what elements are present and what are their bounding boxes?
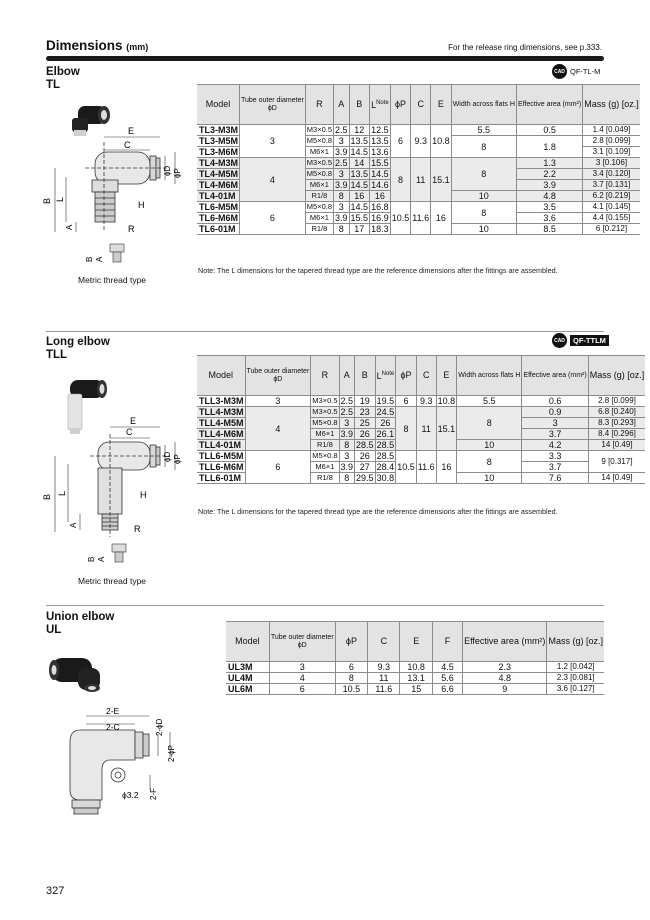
dim-a: A [69,522,78,528]
col-b: B [355,356,376,396]
dim-l: L [55,196,65,202]
section-divider [46,331,604,332]
long-elbow-drawing [40,372,200,572]
table-row: TLL4-M3M [199,407,244,417]
col-p: ϕP [335,622,368,662]
dim-phi-d: ϕD [163,165,172,176]
union-elbow-spec-table: Model Tube outer diameter ϕD ϕP C E F Effective area (mm²) Mass (g) [oz.] UL3M 3 6 9.3 10.8 4.5 2.3 1.2 [0.042] UL4M 4 8 11 13.1 5.6 4.8 2.3 [0.081] UL6M 6 10.5 11.6 15 6.6 9 3.6 [0.127] [226,621,604,695]
dim-a: A [65,224,74,230]
dim-r: R [134,524,141,534]
col-e: E [431,85,452,125]
col-e: E [400,622,433,662]
dim-phi-p: ϕP [173,168,182,178]
col-area: Effective area (mm²) [516,85,582,125]
metric-thread-inset [112,544,126,562]
dim-2c: 2-C [106,722,120,732]
col-r: R [305,85,333,125]
col-h: Width across flats H [457,356,522,396]
col-l: $L^{Note}$ [370,85,391,125]
col-c: C [411,85,431,125]
table-row: TLL4-M5M [199,418,244,428]
dim-h: H [138,200,145,210]
elbow-table-note: Note: The L dimensions for the tapered thread type are the reference dimensions after the fittings are assembled. [198,266,558,275]
table-row: TL6-M6M [199,213,238,223]
union-elbow-drawing [40,650,200,835]
table-row: TLL4-01M [197,440,245,451]
table-row: TL3-M3M [199,125,238,135]
dim-r: R [128,224,135,234]
col-tube: Tube outer diameter ϕD [240,85,306,125]
cad-link-elbow[interactable]: CAD QF-TL-M [552,64,600,79]
col-a: A [334,85,350,125]
col-area: Effective area (mm²) [463,622,547,662]
inset-b: B [87,556,96,562]
section-divider [46,605,604,606]
col-tube: Tube outer diameter ϕD [269,622,335,662]
dim-c: C [124,140,131,150]
inset-a: A [95,256,104,262]
table-row: TLL3-M3M [199,396,244,406]
table-row: TLL6-M6M [199,462,244,472]
col-b: B [349,85,370,125]
dim-2phi-p: 2-ϕP [167,745,176,762]
dim-2phi-d: 2-ϕD [155,718,164,736]
col-f: F [432,622,462,662]
col-c: C [368,622,400,662]
col-tube: Tube outer diameter ϕD [245,356,311,396]
table-row: TL4-M3M [199,158,238,168]
inset-b: B [85,256,94,262]
col-p: ϕP [396,356,417,396]
col-r: R [311,356,339,396]
union-elbow-section-title: Union elbow UL [46,611,115,636]
cad-link-long-elbow[interactable]: CAD QF-TTLM [552,333,609,348]
dim-b: B [42,493,52,500]
union-elbow-outline [70,730,149,814]
dim-phi-32: ϕ3.2 [122,790,139,800]
col-mass: Mass (g) [oz.] [547,622,604,662]
dim-b: B [42,197,52,204]
table-row: UL3M [226,662,269,673]
long-elbow-spec-table: Model Tube outer diameter ϕD R A B $L^{Note}$ ϕP C E Width across flats H Effective area (mm²) Mass (g) [oz.] TLL3-M3M 3 M3×0.5 2.5 19 19.5 6 9.3 10.8 5.5 0.6 2.8 [0.099] TLL4-M3M 4 M3×0.5 2.5 23 24.5 8 11 15.1 8 0.9 6.8 [0.240] TLL4-M5M M5×0.8 3 25 26 3 8.3 [0.293] TLL4-M6M M6×1 3.9 26 26.1 3.7 8.4 [0.296] TLL4-01M R1/8 8 28.5 28.5 10 4.2 14 [0.49] TLL6-M5M 6 M5×0.8 3 26 28.5 10.5 11.6 16 8 3.3 9 [0.317] TLL6-M6M M6×1 3.9 27 28.4 3.7 TLL6-01M R1/8 8 29.5 30.8 10 7.6 14 [0.49] [197,355,645,484]
table-row: TLL4-M6M [199,429,244,439]
table-row: UL6M [226,684,269,695]
dim-l: L [57,490,67,496]
metric-thread-inset [110,244,124,262]
table-row: TL6-M5M [199,202,238,212]
table-row: TLL6-01M [197,473,245,484]
table-row: TL4-M5M [199,169,238,179]
elbow-photo [72,106,110,136]
long-elbow-figure-caption: Metric thread type [78,576,147,586]
dim-e: E [130,416,137,426]
dim-phi-d: ϕD [163,451,172,462]
dim-h: H [140,490,147,500]
table-row: TL6-01M [197,224,240,235]
dim-e: E [128,126,135,136]
elbow-figure-caption: Metric thread type [78,275,147,285]
dim-phi-p: ϕP [173,454,182,464]
union-elbow-photo [49,658,100,692]
col-mass: Mass (g) [oz.] [583,85,640,125]
dim-2e: 2-E [106,706,120,716]
cad-icon: CAD [552,333,567,348]
col-c: C [416,356,436,396]
long-elbow-section-title: Long elbow TLL [46,336,110,361]
elbow-drawing [40,92,200,292]
col-p: ϕP [390,85,411,125]
dim-2f: 2-F [149,788,158,800]
table-row: TL4-M6M [199,180,238,190]
long-elbow-photo [68,380,107,434]
col-a: A [339,356,355,396]
cad-icon: CAD [552,64,567,79]
table-row: TLL6-M5M [199,451,244,461]
table-row: UL4M [226,673,269,684]
col-l: $L^{Note}$ [375,356,396,396]
elbow-spec-table: Model Tube outer diameter ϕD R A B $L^{Note}$ ϕP C E Width across flats H Effective area (mm²) Mass (g) [oz.] TL3-M3M 3 M3×0.5 2.5 12 12.5 6 9.3 10.8 5.5 0.5 1.4 [0.049] TL3-M5M M5×0.8 3 13.5 13.5 8 1.8 2.8 [0.099] TL3-M6M M6×1 3.9 14.5 13.6 3.1 [0.109] TL4-M3M 4 M3×0.5 2.5 14 15.5 8 11 15.1 8 1.3 3 [0.106] TL4-M5M M5×0.8 3 13.5 14.5 2.2 3.4 [0.120] TL4-M6M M6×1 3.9 14.5 14.6 3.9 3.7 [0.131] TL4-01M R1/8 8 16 16 10 4.8 6.2 [0.219] TL6-M5M 6 M5×0.8 3 14.5 16.8 10.5 11.6 16 8 3.5 4.1 [0.145] TL6-M6M M6×1 3.9 15.5 16.9 3.6 4.4 [0.155] TL6-01M R1/8 8 17 18.3 10 8.5 6 [0.212] [197,84,640,235]
long-elbow-table-note: Note: The L dimensions for the tapered thread type are the reference dimensions after the fittings are assembled. [198,507,558,516]
elbow-section-title: Elbow TL [46,66,80,91]
table-row: TL4-01M [197,191,240,202]
col-area: Effective area (mm²) [522,356,588,396]
release-ring-note: For the release ring dimensions, see p.333. [448,43,602,52]
header-rule [46,56,604,61]
elbow-outline [85,142,170,232]
dim-c: C [126,427,133,437]
col-mass: Mass (g) [oz.] [588,356,645,396]
page-title: Dimensions (mm) [46,38,149,53]
col-model: Model [226,622,269,662]
table-row: TL3-M5M [199,136,238,146]
col-model: Model [197,356,245,396]
page-number: 327 [46,885,65,897]
col-e: E [436,356,457,396]
long-elbow-outline [90,434,170,537]
table-row: TL3-M6M [199,147,238,157]
col-h: Width across flats H [451,85,516,125]
inset-a: A [97,556,106,562]
col-model: Model [197,85,240,125]
